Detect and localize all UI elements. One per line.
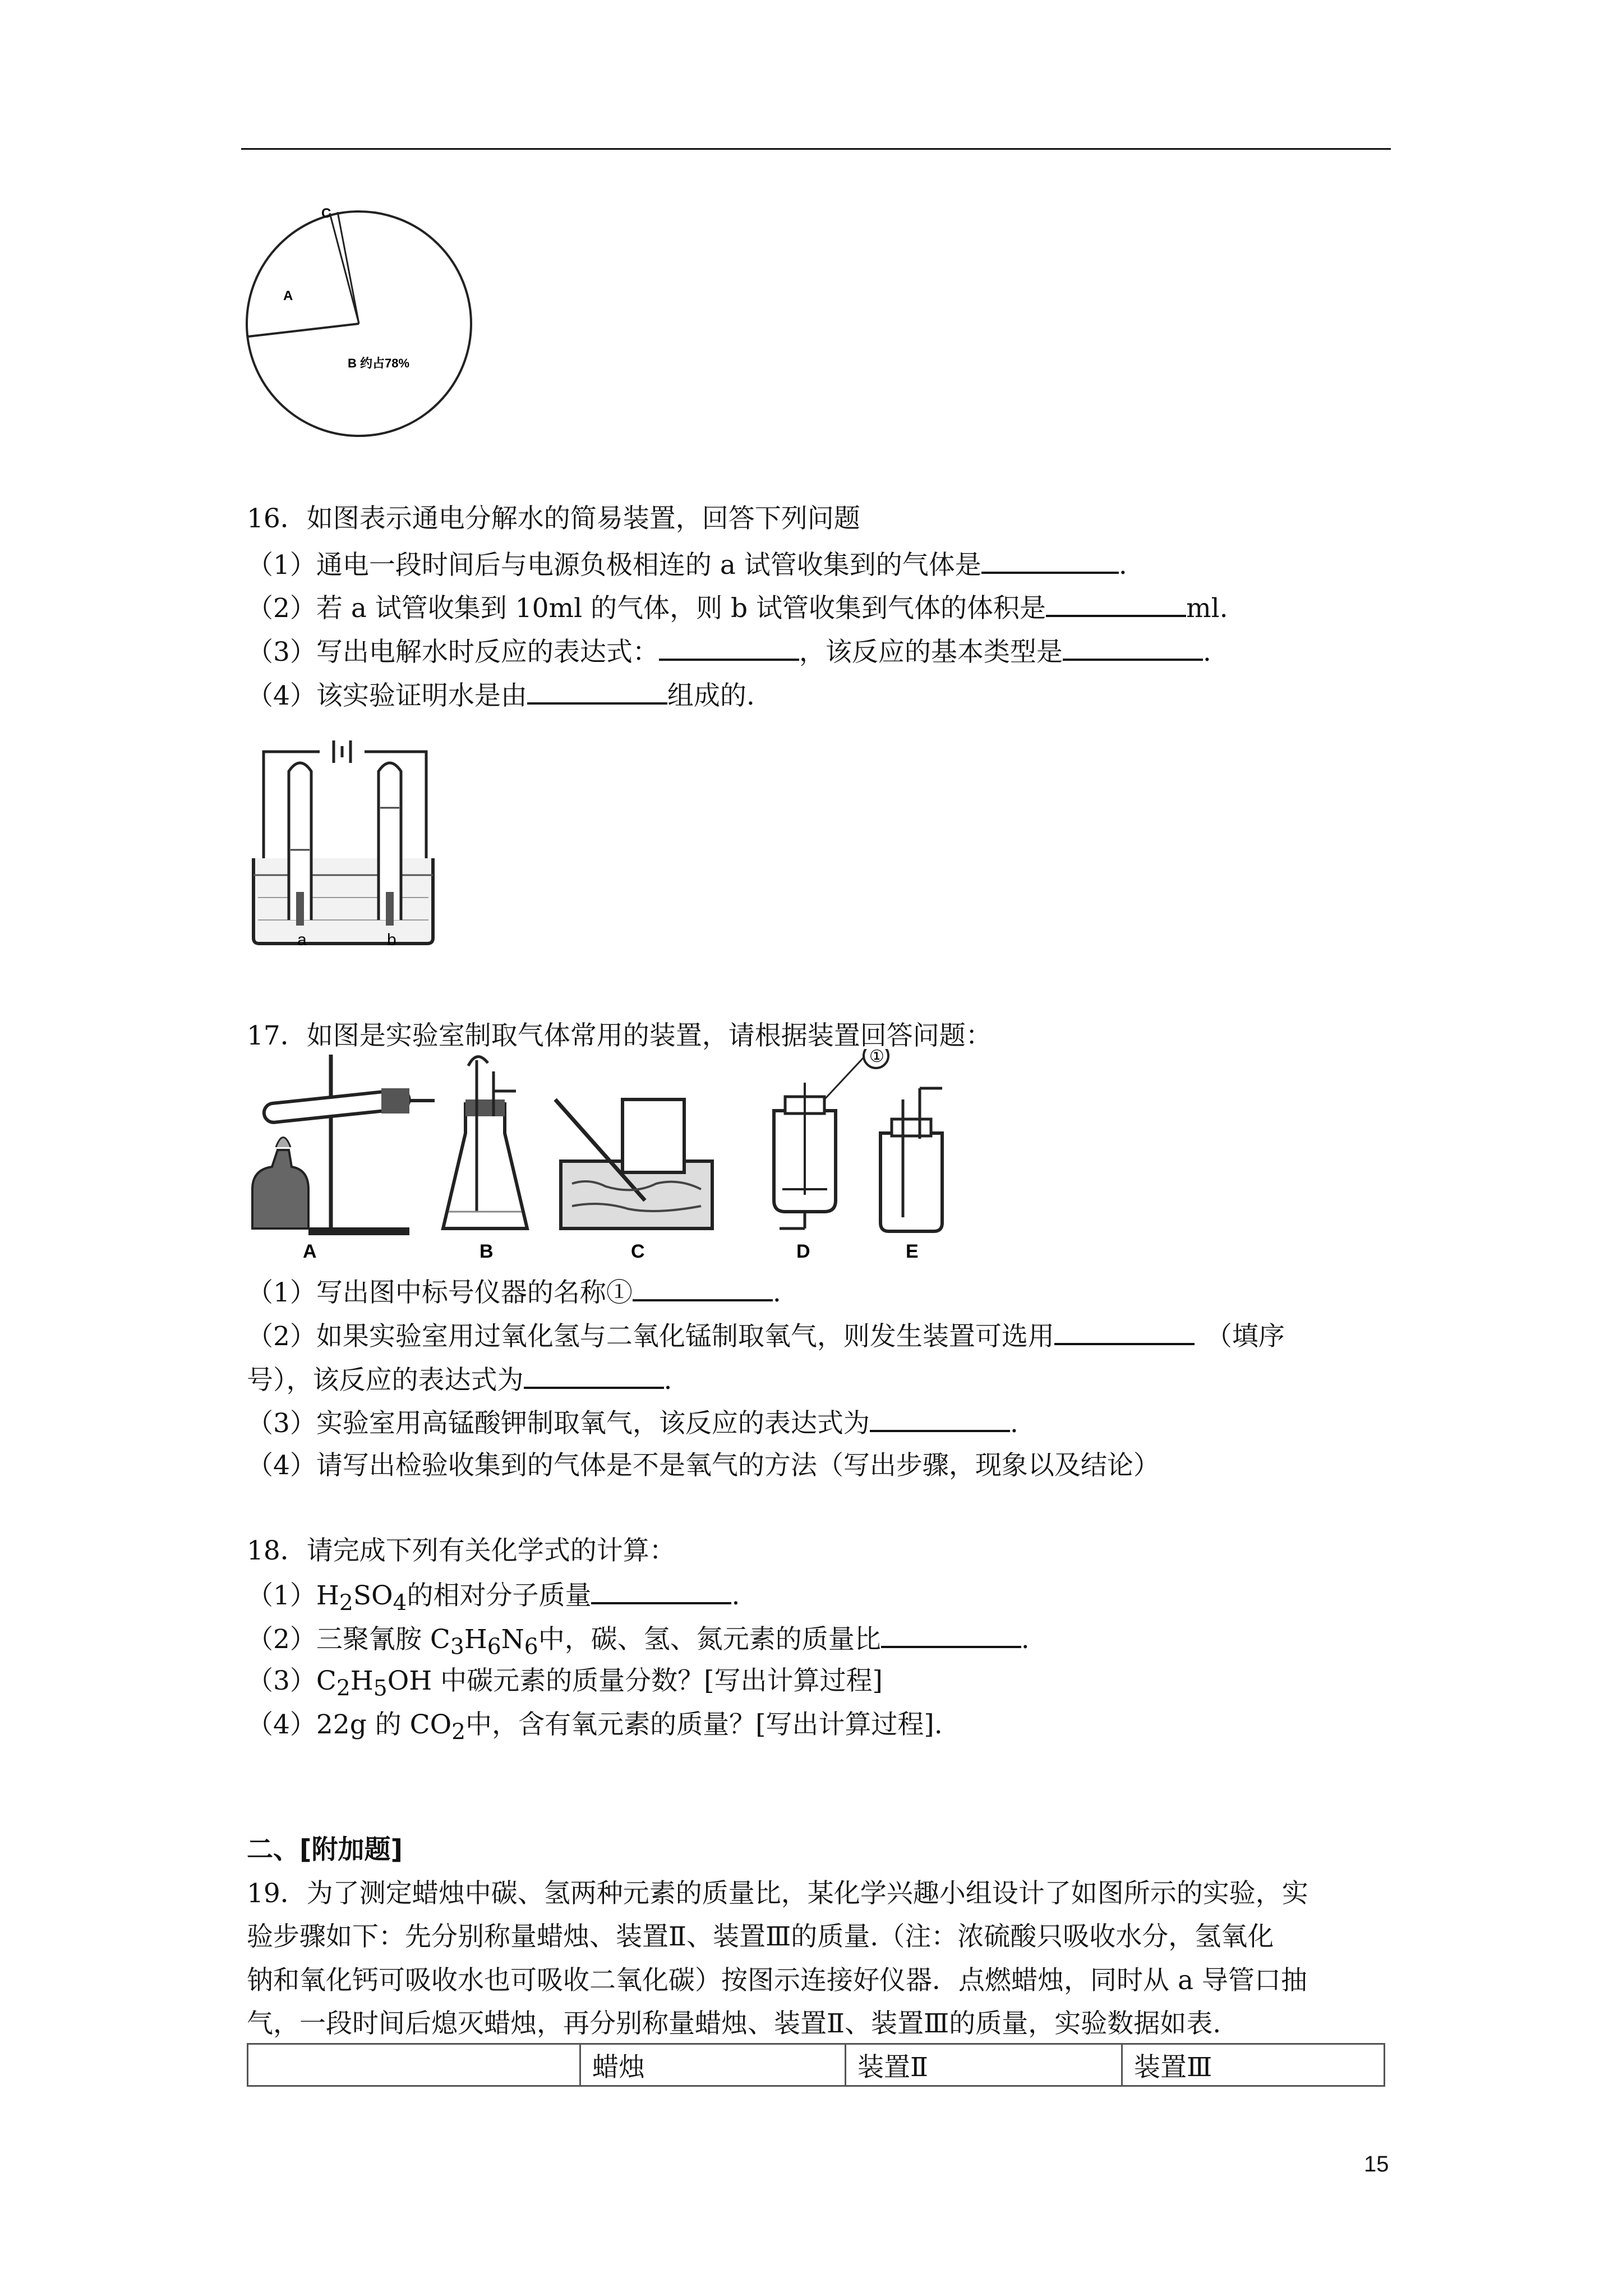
alcohol-lamp-icon [252,1150,308,1228]
q16-part1: （1）通电一段时间后与电源负极相连的 a 试管收集到的气体是 . [247,547,1127,582]
q18-part2: （2）三聚氰胺 $C_3H_6N_6$中，碳、氢、氮元素的质量比 . [247,1621,1030,1664]
q17-part1: （1）写出图中标号仪器的名称① . [247,1274,781,1310]
q17-part3: （3）实验室用高锰酸钾制取氧气，该反应的表达式为 . [247,1405,1018,1441]
gas-apparatus-figure [241,1049,959,1262]
tube-label-b: b [387,931,396,949]
apparatus-e [880,1088,942,1231]
apparatus-a [252,1055,435,1235]
header-rule [241,148,1391,150]
pie-label-a: A [283,288,293,303]
label-b: B [479,1241,494,1262]
answer-blank[interactable] [527,678,667,705]
q17-part4: （4）请写出检验收集到的气体是不是氧气的方法（写出步骤，现象以及结论） [247,1450,1160,1481]
section-heading: 二、[附加题] [247,1834,403,1865]
marker-1: ① [869,1049,884,1066]
q18-part1: $(1)H_2SO_4$的相对分子质量 . [247,1577,740,1620]
apparatus-b [443,1057,527,1228]
q18-part3: $(3)C_2H_5OH$ 中碳元素的质量分数？[写出计算过程] [247,1665,883,1701]
q16-part2: （2）若 a 试管收集到 10ml 的气体，则 b 试管收集到气体的体积是 ml. [247,590,1228,625]
label-e: E [906,1241,919,1262]
electrode-b [386,892,394,926]
table-header-cell: 装置Ⅲ [1122,2044,1385,2086]
tube-label-a: a [297,931,307,949]
experiment-data-table [247,2043,1385,2087]
q19-line3: 钠和氧化钙可吸收水也可吸收二氧化碳）按图示连接好仪器．点燃蜡烛，同时从 a 导管口抽 [247,1965,1307,1996]
q19-line2: 验步骤如下：先分别称量蜡烛、装置Ⅱ、装置Ⅲ的质量.（注：浓硫酸只吸收水分，氢氧化 [247,1921,1274,1952]
pie-divider-ab [248,324,359,337]
table-header-cell: 装置Ⅱ [846,2044,1122,2086]
answer-blank[interactable] [1063,634,1203,661]
q16-title: 16．如图表示通电分解水的简易装置，回答下列问题 [247,503,860,534]
pie-divider-cb [338,212,359,324]
q16-part3: （3）写出电解水时反应的表达式： ，该反应的基本类型是 . [247,634,1211,669]
apparatus-c [555,1099,712,1228]
answer-blank[interactable] [881,1621,1021,1648]
pie-label-c: C [321,206,331,221]
label-d: D [796,1241,810,1262]
q17-part2: （2）如果实验室用过氧化氢与二氧化锰制取氧气，则发生装置可选用 （填序 [247,1318,1285,1354]
answer-blank[interactable] [591,1577,731,1604]
q17-part2-cont: 号），该反应的表达式为 . [247,1362,672,1397]
q17-title: 17．如图是实验室制取气体常用的装置，请根据装置回答问题： [247,1020,992,1051]
electrolysis-apparatus-figure [247,729,449,954]
answer-blank[interactable] [524,1362,664,1389]
electrode-a [296,892,304,926]
q19-line1: 19．为了测定蜡烛中碳、氢两种元素的质量比，某化学兴趣小组设计了如图所示的实验，实 [247,1878,1308,1909]
table-header-cell: 蜡烛 [580,2044,846,2086]
pie-divider-ac [330,213,359,324]
pie-chart-figure [241,199,488,446]
answer-blank[interactable] [659,634,799,661]
pie-label-b: B 约占78% [348,356,410,370]
q18-title: 18．请完成下列有关化学式的计算： [247,1535,676,1566]
answer-blank[interactable] [1046,590,1186,617]
q16-part4: （4）该实验证明水是由 组成的. [247,678,755,713]
label-a: A [303,1241,317,1262]
water-trough [253,858,433,944]
answer-blank[interactable] [870,1405,1010,1432]
table-header-cell [248,2044,580,2086]
page-number: 15 [1364,2152,1389,2177]
q19-line4: 气，一段时间后熄灭蜡烛，再分别称量蜡烛、装置Ⅱ、装置Ⅲ的质量，实验数据如表. [247,2008,1221,2039]
table-row [248,2044,1385,2086]
label-c: C [631,1241,645,1262]
answer-blank[interactable] [1054,1318,1195,1345]
apparatus-d [774,1049,888,1228]
q18-part4: （4）22g 的 $CO_2$中，含有氧元素的质量？[写出计算过程]. [247,1709,943,1745]
answer-blank[interactable] [633,1274,773,1301]
answer-blank[interactable] [981,547,1119,574]
